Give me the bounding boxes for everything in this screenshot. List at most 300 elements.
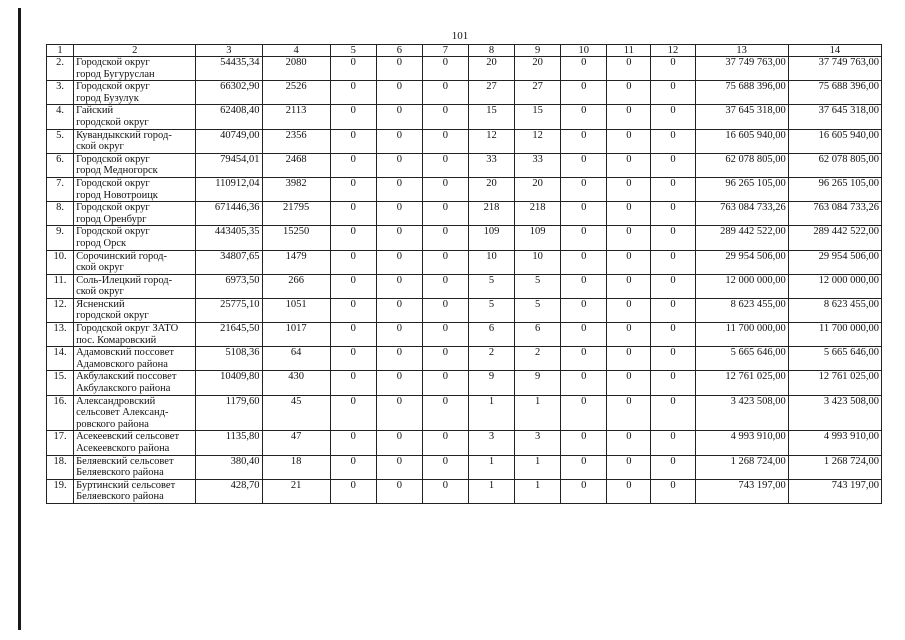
cell-col-12: 0 — [651, 81, 695, 105]
cell-col-11: 0 — [607, 347, 651, 371]
cell-col-3: 1179,60 — [196, 395, 262, 431]
cell-col-5: 0 — [330, 371, 376, 395]
cell-col-4: 21 — [262, 479, 330, 503]
cell-col-12: 0 — [651, 250, 695, 274]
municipality-name-line: Асекеевского района — [76, 443, 170, 454]
cell-col-9: 5 — [515, 298, 561, 322]
cell-col-11: 0 — [607, 323, 651, 347]
cell-col-9: 1 — [515, 395, 561, 431]
municipality-name-line: ровского района — [76, 418, 149, 430]
cell-col-5: 0 — [330, 153, 376, 177]
cell-col-5: 0 — [330, 129, 376, 153]
cell-col-9: 10 — [515, 250, 561, 274]
cell-col-8: 27 — [468, 81, 514, 105]
cell-col-4: 1017 — [262, 323, 330, 347]
cell-col-7: 0 — [422, 274, 468, 298]
cell-col-10: 0 — [561, 129, 607, 153]
cell-col-11: 0 — [607, 81, 651, 105]
row-number: 18. — [47, 455, 74, 479]
municipality-name — [74, 226, 196, 250]
row-number: 17. — [47, 431, 74, 455]
cell-col-10: 0 — [561, 226, 607, 250]
municipality-name — [74, 371, 196, 395]
cell-col-14: 96 265 105,00 — [788, 177, 881, 201]
cell-col-3: 62408,40 — [196, 105, 262, 129]
cell-col-14: 4 993 910,00 — [788, 431, 881, 455]
cell-col-7: 0 — [422, 153, 468, 177]
cell-col-9: 2 — [515, 347, 561, 371]
cell-col-3: 79454,01 — [196, 153, 262, 177]
row-number: 9. — [47, 226, 74, 250]
cell-col-9: 1 — [515, 479, 561, 503]
cell-col-6: 0 — [376, 298, 422, 322]
municipality-name-line: Буртинский сельсовет — [76, 479, 176, 491]
cell-col-8: 1 — [468, 395, 514, 431]
municipality-name — [74, 347, 196, 371]
cell-col-9: 5 — [515, 274, 561, 298]
cell-col-10: 0 — [561, 395, 607, 431]
cell-col-14: 37 749 763,00 — [788, 57, 881, 81]
cell-col-8: 1 — [468, 455, 514, 479]
cell-col-5: 0 — [330, 250, 376, 274]
cell-col-11: 0 — [607, 431, 651, 455]
column-number-header-row — [47, 45, 882, 57]
cell-col-6: 0 — [376, 395, 422, 431]
cell-col-4: 2526 — [262, 81, 330, 105]
cell-col-3: 21645,50 — [196, 323, 262, 347]
cell-col-4: 21795 — [262, 202, 330, 226]
cell-col-5: 0 — [330, 479, 376, 503]
municipality-name-line: Городской округ — [76, 226, 150, 238]
table-row — [47, 479, 882, 503]
row-number: 7. — [47, 177, 74, 201]
municipality-name-line: город Бузулук — [76, 92, 139, 104]
cell-col-14: 8 623 455,00 — [788, 298, 881, 322]
cell-col-5: 0 — [330, 323, 376, 347]
cell-col-14: 3 423 508,00 — [788, 395, 881, 431]
cell-col-12: 0 — [651, 105, 695, 129]
cell-col-4: 2468 — [262, 153, 330, 177]
row-number: 12. — [47, 298, 74, 322]
cell-col-5: 0 — [330, 202, 376, 226]
cell-col-3: 380,40 — [196, 455, 262, 479]
cell-col-14: 75 688 396,00 — [788, 81, 881, 105]
cell-col-9: 15 — [515, 105, 561, 129]
cell-col-5: 0 — [330, 347, 376, 371]
cell-col-10: 0 — [561, 479, 607, 503]
cell-col-6: 0 — [376, 455, 422, 479]
municipality-name-line: Александровский — [76, 395, 156, 407]
cell-col-11: 0 — [607, 57, 651, 81]
cell-col-7: 0 — [422, 129, 468, 153]
municipality-name-line: город Медногорск — [76, 165, 158, 177]
municipality-name — [74, 431, 196, 455]
cell-col-10: 0 — [561, 431, 607, 455]
cell-col-6: 0 — [376, 57, 422, 81]
table-row — [47, 250, 882, 274]
cell-col-8: 10 — [468, 250, 514, 274]
municipality-name-line: городской округ — [76, 116, 149, 128]
cell-col-13: 29 954 506,00 — [695, 250, 788, 274]
column-header-13: 13 — [695, 45, 788, 57]
table-row — [47, 347, 882, 371]
municipality-name — [74, 57, 196, 81]
cell-col-9: 218 — [515, 202, 561, 226]
cell-col-10: 0 — [561, 153, 607, 177]
cell-col-6: 0 — [376, 202, 422, 226]
column-header-7: 7 — [422, 45, 468, 57]
cell-col-10: 0 — [561, 323, 607, 347]
cell-col-4: 47 — [262, 431, 330, 455]
cell-col-13: 4 993 910,00 — [695, 431, 788, 455]
column-header-2: 2 — [74, 45, 196, 57]
cell-col-13: 8 623 455,00 — [695, 298, 788, 322]
municipality-name-line: Городской округ — [76, 57, 150, 68]
cell-col-13: 5 665 646,00 — [695, 347, 788, 371]
cell-col-4: 3982 — [262, 177, 330, 201]
cell-col-13: 12 761 025,00 — [695, 371, 788, 395]
table-row — [47, 81, 882, 105]
cell-col-12: 0 — [651, 153, 695, 177]
cell-col-12: 0 — [651, 347, 695, 371]
table-row — [47, 455, 882, 479]
cell-col-14: 5 665 646,00 — [788, 347, 881, 371]
table-row — [47, 105, 882, 129]
cell-col-3: 25775,10 — [196, 298, 262, 322]
cell-col-3: 34807,65 — [196, 250, 262, 274]
cell-col-6: 0 — [376, 81, 422, 105]
cell-col-13: 96 265 105,00 — [695, 177, 788, 201]
cell-col-10: 0 — [561, 57, 607, 81]
cell-col-7: 0 — [422, 431, 468, 455]
column-header-14: 14 — [788, 45, 881, 57]
cell-col-11: 0 — [607, 177, 651, 201]
cell-col-14: 289 442 522,00 — [788, 226, 881, 250]
column-header-12: 12 — [651, 45, 695, 57]
municipality-name-line: город Бугуруслан — [76, 68, 155, 80]
table-row — [47, 129, 882, 153]
cell-col-3: 5108,36 — [196, 347, 262, 371]
cell-col-12: 0 — [651, 274, 695, 298]
cell-col-5: 0 — [330, 177, 376, 201]
cell-col-3: 1135,80 — [196, 431, 262, 455]
cell-col-11: 0 — [607, 371, 651, 395]
table-row — [47, 57, 882, 81]
cell-col-7: 0 — [422, 250, 468, 274]
cell-col-11: 0 — [607, 250, 651, 274]
municipality-name-line: Кувандыкский город- — [76, 129, 172, 141]
cell-col-3: 6973,50 — [196, 274, 262, 298]
cell-col-5: 0 — [330, 274, 376, 298]
cell-col-12: 0 — [651, 177, 695, 201]
cell-col-13: 289 442 522,00 — [695, 226, 788, 250]
column-header-10: 10 — [561, 45, 607, 57]
cell-col-12: 0 — [651, 57, 695, 81]
cell-col-7: 0 — [422, 395, 468, 431]
cell-col-8: 20 — [468, 177, 514, 201]
cell-col-6: 0 — [376, 274, 422, 298]
cell-col-7: 0 — [422, 81, 468, 105]
cell-col-11: 0 — [607, 202, 651, 226]
cell-col-8: 2 — [468, 347, 514, 371]
cell-col-5: 0 — [330, 431, 376, 455]
column-header-3: 3 — [196, 45, 262, 57]
cell-col-8: 20 — [468, 57, 514, 81]
cell-col-11: 0 — [607, 129, 651, 153]
cell-col-13: 37 749 763,00 — [695, 57, 788, 81]
column-header-9: 9 — [515, 45, 561, 57]
cell-col-12: 0 — [651, 202, 695, 226]
cell-col-9: 6 — [515, 323, 561, 347]
cell-col-4: 1051 — [262, 298, 330, 322]
cell-col-4: 2080 — [262, 57, 330, 81]
column-header-1: 1 — [47, 45, 74, 57]
row-number: 11. — [47, 274, 74, 298]
cell-col-4: 266 — [262, 274, 330, 298]
municipality-name-line: Городской округ — [76, 202, 150, 214]
cell-col-7: 0 — [422, 371, 468, 395]
cell-col-7: 0 — [422, 177, 468, 201]
cell-col-3: 428,70 — [196, 479, 262, 503]
cell-col-8: 218 — [468, 202, 514, 226]
municipality-name — [74, 105, 196, 129]
cell-col-12: 0 — [651, 226, 695, 250]
municipality-name-line: Городской округ — [76, 153, 150, 165]
cell-col-4: 2356 — [262, 129, 330, 153]
column-header-8: 8 — [468, 45, 514, 57]
cell-col-3: 443405,35 — [196, 226, 262, 250]
cell-col-9: 33 — [515, 153, 561, 177]
cell-col-7: 0 — [422, 323, 468, 347]
cell-col-13: 75 688 396,00 — [695, 81, 788, 105]
cell-col-4: 18 — [262, 455, 330, 479]
cell-col-12: 0 — [651, 371, 695, 395]
cell-col-3: 671446,36 — [196, 202, 262, 226]
cell-col-7: 0 — [422, 347, 468, 371]
row-number: 15. — [47, 371, 74, 395]
table-row — [47, 177, 882, 201]
cell-col-14: 12 761 025,00 — [788, 371, 881, 395]
cell-col-11: 0 — [607, 479, 651, 503]
cell-col-12: 0 — [651, 298, 695, 322]
cell-col-11: 0 — [607, 226, 651, 250]
row-number: 8. — [47, 202, 74, 226]
row-number: 6. — [47, 153, 74, 177]
row-number: 19. — [47, 479, 74, 503]
cell-col-13: 37 645 318,00 — [695, 105, 788, 129]
cell-col-12: 0 — [651, 479, 695, 503]
municipality-name — [74, 129, 196, 153]
municipality-name-line: Беляевского района — [76, 467, 164, 479]
municipality-name — [74, 250, 196, 274]
cell-col-5: 0 — [330, 81, 376, 105]
municipality-name-line: Акбулакского района — [76, 383, 171, 395]
cell-col-10: 0 — [561, 347, 607, 371]
municipality-name — [74, 298, 196, 322]
municipality-name — [74, 479, 196, 503]
cell-col-4: 430 — [262, 371, 330, 395]
cell-col-8: 9 — [468, 371, 514, 395]
cell-col-3: 66302,90 — [196, 81, 262, 105]
cell-col-6: 0 — [376, 250, 422, 274]
cell-col-8: 1 — [468, 479, 514, 503]
cell-col-14: 763 084 733,26 — [788, 202, 881, 226]
cell-col-7: 0 — [422, 202, 468, 226]
municipality-name-line: сельсовет Александ- — [76, 407, 169, 419]
cell-col-6: 0 — [376, 347, 422, 371]
cell-col-14: 62 078 805,00 — [788, 153, 881, 177]
municipality-name-line: Адамовский поссовет — [76, 347, 174, 359]
municipality-name-line: пос. Комаровский — [76, 334, 157, 346]
cell-col-3: 54435,34 — [196, 57, 262, 81]
row-number: 5. — [47, 129, 74, 153]
cell-col-7: 0 — [422, 57, 468, 81]
cell-col-9: 1 — [515, 455, 561, 479]
municipality-name-line: город Новотроицк — [76, 189, 158, 201]
cell-col-5: 0 — [330, 57, 376, 81]
municipality-name-line: ской округ — [76, 141, 124, 153]
table-row — [47, 202, 882, 226]
cell-col-10: 0 — [561, 298, 607, 322]
cell-col-7: 0 — [422, 298, 468, 322]
municipality-name-line: Акбулакский поссовет — [76, 371, 177, 383]
municipality-name-line: ской округ — [76, 286, 124, 298]
cell-col-12: 0 — [651, 455, 695, 479]
cell-col-11: 0 — [607, 153, 651, 177]
cell-col-13: 3 423 508,00 — [695, 395, 788, 431]
cell-col-5: 0 — [330, 298, 376, 322]
cell-col-13: 11 700 000,00 — [695, 323, 788, 347]
cell-col-12: 0 — [651, 323, 695, 347]
municipality-name-line: Городской округ ЗАТО — [76, 323, 179, 335]
cell-col-5: 0 — [330, 455, 376, 479]
cell-col-10: 0 — [561, 371, 607, 395]
cell-col-12: 0 — [651, 129, 695, 153]
cell-col-4: 2113 — [262, 105, 330, 129]
cell-col-10: 0 — [561, 81, 607, 105]
cell-col-8: 12 — [468, 129, 514, 153]
cell-col-4: 15250 — [262, 226, 330, 250]
cell-col-8: 15 — [468, 105, 514, 129]
cell-col-4: 1479 — [262, 250, 330, 274]
page-number: 101 — [451, 30, 469, 42]
cell-col-14: 12 000 000,00 — [788, 274, 881, 298]
table-row — [47, 298, 882, 322]
cell-col-10: 0 — [561, 202, 607, 226]
cell-col-7: 0 — [422, 455, 468, 479]
municipality-name — [74, 455, 196, 479]
municipality-name — [74, 153, 196, 177]
municipality-name-line: Ясненский — [76, 298, 125, 310]
cell-col-3: 10409,80 — [196, 371, 262, 395]
cell-col-6: 0 — [376, 177, 422, 201]
municipality-name-line: Сорочинский город- — [76, 250, 168, 262]
table-row — [47, 371, 882, 395]
cell-col-13: 62 078 805,00 — [695, 153, 788, 177]
cell-col-8: 109 — [468, 226, 514, 250]
cell-col-9: 27 — [515, 81, 561, 105]
row-number: 13. — [47, 323, 74, 347]
table-row — [47, 226, 882, 250]
cell-col-5: 0 — [330, 105, 376, 129]
municipality-name-line: Городской округ — [76, 177, 150, 189]
cell-col-10: 0 — [561, 105, 607, 129]
cell-col-13: 763 084 733,26 — [695, 202, 788, 226]
cell-col-6: 0 — [376, 226, 422, 250]
cell-col-9: 12 — [515, 129, 561, 153]
column-header-6: 6 — [376, 45, 422, 57]
cell-col-8: 33 — [468, 153, 514, 177]
municipality-name-line: Беляевский сельсовет — [76, 455, 174, 467]
municipality-name-line: ской округ — [76, 262, 124, 274]
cell-col-13: 743 197,00 — [695, 479, 788, 503]
binding-edge-line — [18, 8, 21, 630]
cell-col-6: 0 — [376, 371, 422, 395]
cell-col-5: 0 — [330, 395, 376, 431]
municipality-name — [74, 81, 196, 105]
table-row — [47, 323, 882, 347]
cell-col-11: 0 — [607, 395, 651, 431]
column-header-4: 4 — [262, 45, 330, 57]
cell-col-6: 0 — [376, 129, 422, 153]
cell-col-7: 0 — [422, 105, 468, 129]
cell-col-8: 6 — [468, 323, 514, 347]
cell-col-9: 20 — [515, 57, 561, 81]
row-number: 3. — [47, 81, 74, 105]
cell-col-10: 0 — [561, 250, 607, 274]
cell-col-13: 12 000 000,00 — [695, 274, 788, 298]
cell-col-7: 0 — [422, 479, 468, 503]
row-number: 10. — [47, 250, 74, 274]
municipality-name-line: город Орск — [76, 237, 127, 249]
cell-col-10: 0 — [561, 177, 607, 201]
table-row — [47, 153, 882, 177]
cell-col-13: 1 268 724,00 — [695, 455, 788, 479]
municipality-name — [74, 395, 196, 431]
cell-col-8: 5 — [468, 274, 514, 298]
cell-col-8: 3 — [468, 431, 514, 455]
cell-col-6: 0 — [376, 431, 422, 455]
cell-col-14: 16 605 940,00 — [788, 129, 881, 153]
municipality-name-line: город Оренбург — [76, 213, 147, 225]
row-number: 14. — [47, 347, 74, 371]
table-row — [47, 395, 882, 431]
cell-col-4: 64 — [262, 347, 330, 371]
table-row — [47, 431, 882, 455]
cell-col-11: 0 — [607, 105, 651, 129]
cell-col-3: 110912,04 — [196, 177, 262, 201]
row-number: 16. — [47, 395, 74, 431]
cell-col-9: 20 — [515, 177, 561, 201]
cell-col-10: 0 — [561, 274, 607, 298]
municipality-name — [74, 323, 196, 347]
municipality-name — [74, 177, 196, 201]
municipality-name-line: городской округ — [76, 310, 149, 322]
cell-col-9: 3 — [515, 431, 561, 455]
budget-table — [46, 44, 882, 504]
cell-col-14: 1 268 724,00 — [788, 455, 881, 479]
cell-col-14: 11 700 000,00 — [788, 323, 881, 347]
municipality-name-line: Соль-Илецкий город- — [76, 274, 173, 286]
column-header-5: 5 — [330, 45, 376, 57]
cell-col-8: 5 — [468, 298, 514, 322]
municipality-name-line: Адамовского района — [76, 358, 168, 370]
cell-col-14: 29 954 506,00 — [788, 250, 881, 274]
row-number: 4. — [47, 105, 74, 129]
cell-col-6: 0 — [376, 105, 422, 129]
column-header-11: 11 — [607, 45, 651, 57]
row-number: 2. — [47, 57, 74, 81]
